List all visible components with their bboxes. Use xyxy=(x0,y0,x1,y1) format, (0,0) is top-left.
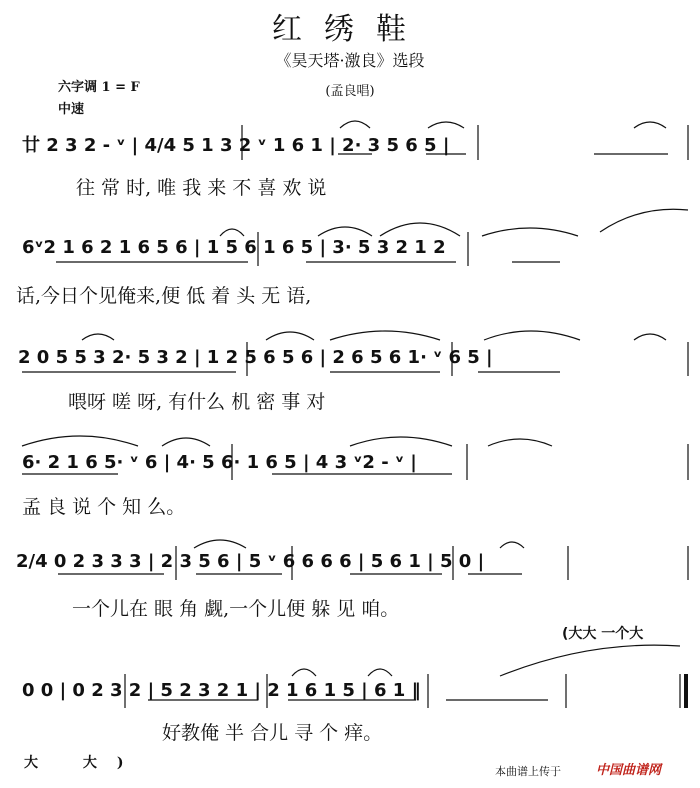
notation-row-6: 0 0 | 0 2 3 2 | 5 2 3 2 1 | 2 1 6 1 5 | 6 1 ‖ xyxy=(22,680,421,701)
lyrics-row-4: 孟 良 说 个 知 么。 xyxy=(22,496,186,518)
singer-note: (孟良唱) xyxy=(325,84,375,99)
notation-row-3: 2 0 5 5 3 2· 5 3 2 | 1 2 5 6 5 6 | 2 6 5 6 1· ᵛ 6 5 | xyxy=(18,347,493,368)
site-logo: 中国曲谱网 xyxy=(596,763,662,778)
notation-row-5: 2/4 0 2 3 3 3 | 2 3 5 6 | 5 ᵛ 6 6 6 6 | 5 6 1 | 5 0 | xyxy=(16,551,485,572)
lyrics-row-6: 好教俺 半 合儿 寻 个 痒。 xyxy=(162,722,383,744)
notation-row-1: 廿 2 3 2 - ᵛ | 4/4 5 1 3 2 ᵛ 1 6 1 | 2· 3 5 6 5 | xyxy=(22,135,450,156)
lyrics-row-2: 话,今日个见俺来,便 低 着 头 无 语, xyxy=(16,285,312,307)
upload-credit: 本曲谱上传于 xyxy=(495,765,561,778)
percussion-cue-top: (大大 一个大 xyxy=(562,626,644,642)
notation-row-4: 6· 2 1 6 5· ᵛ 6 | 4· 5 6· 1 6 5 | 4 3 ᵛ2 - ᵛ | xyxy=(22,452,417,473)
song-title: 红绣鞋 xyxy=(272,12,428,47)
percussion-cue-bottom: 大 大) xyxy=(24,755,144,771)
key-signature: 六字调 1 = F xyxy=(58,80,140,95)
lyrics-row-1: 往 常 时, 唯 我 来 不 喜 欢 说 xyxy=(76,177,327,199)
lyrics-row-3: 喂呀 嗟 呀, 有什么 机 密 事 对 xyxy=(68,391,326,413)
lyrics-row-5: 一个儿在 眼 角 觑,一个儿便 躲 见 咱。 xyxy=(72,598,400,620)
tempo-marking: 中速 xyxy=(58,102,85,117)
song-subtitle: 《昊天塔·激良》选段 xyxy=(275,51,425,70)
notation-row-2: 6ᵛ2 1 6 2 1 6 5 6 | 1 5 6 1 6 5 | 3· 5 3 2 1 2 xyxy=(22,237,446,258)
